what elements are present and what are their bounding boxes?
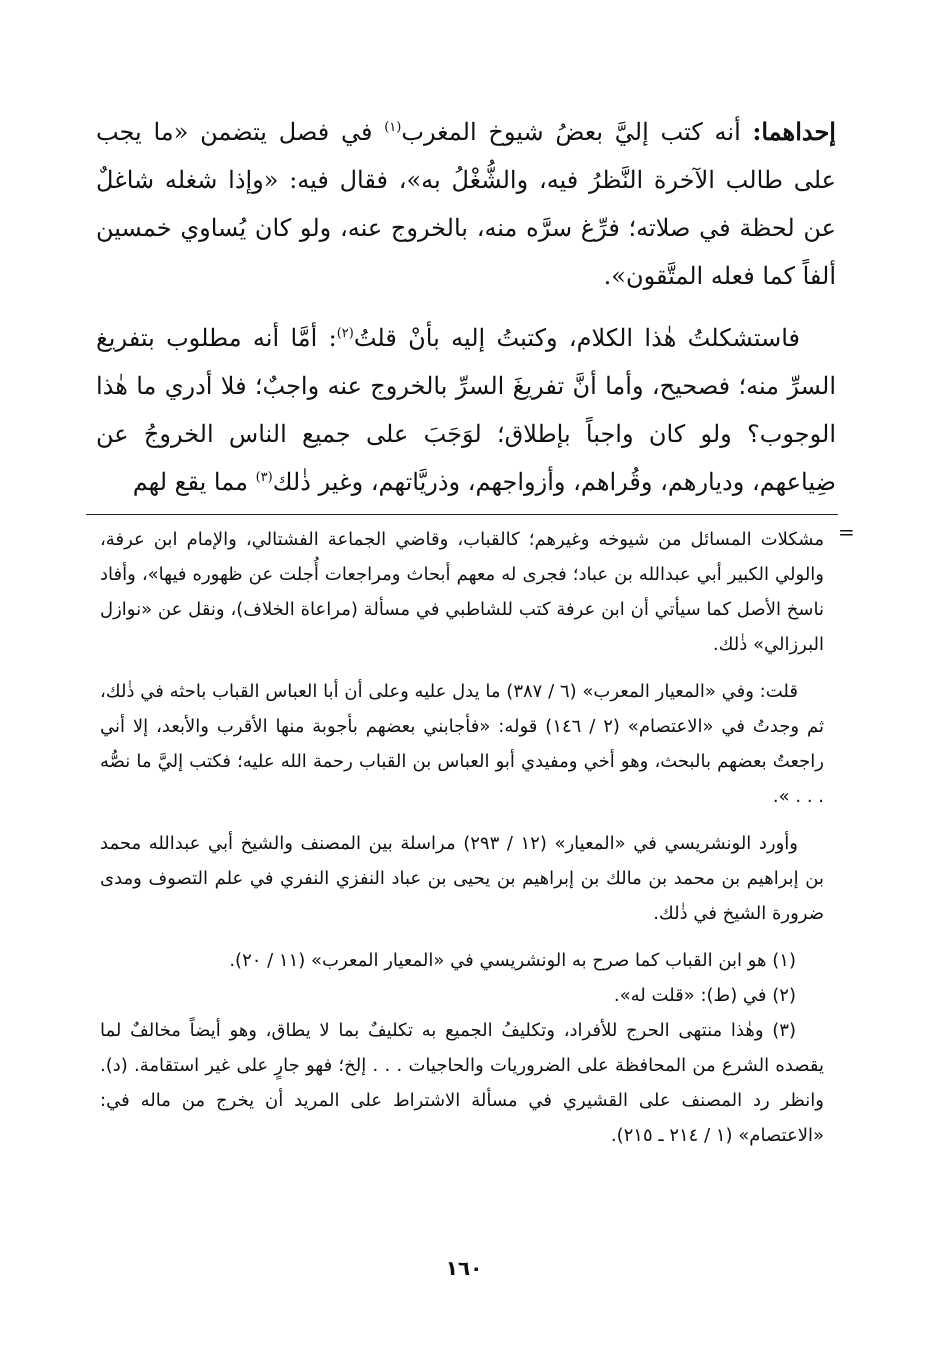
- footnote-continuation: مشكلات المسائل من شيوخه وغيرهم؛ كالقباب، وقاضي الجماعة الفشتالي، والإمام ابن عرفة، والولي الكبير أبي عبدالله بن عباد؛ فجرى له معهم أبحاث ومراجعات أُجلت عن ظهوره فيها»، وأفاد ناسخ الأصل كما سيأتي أن ابن عرفة كتب للشاطبي في مسألة (مراعاة الخلاف)، ونقل عن «نوازل البرزالي» ذٰلك.: [100, 529, 824, 655]
- paragraph-2: [96, 314, 836, 506]
- footnote-ref-1: (١): [384, 120, 402, 135]
- footnote-qult-paragraph: قلت: وفي «المعيار المعرب» (٦ / ٣٨٧) ما يدل عليه وعلى أن أبا العباس القباب باحثه في ذٰلك، ثم وجدتُ في «الاعتصام» (٢ / ١٤٦) قوله: «فأجابني بعضهم بأجوبة منها الأقرب والأبعد، إلا أني راجعتُ بعضهم بالبحث، وهو أخي ومفيدي أبو العباس بن القباب رحمة الله عليه؛ فكتب إليَّ ما نصُّه . . . ».: [100, 681, 825, 807]
- footnote-1: (١) هو ابن القباب كما صرح به الونشريسي في «المعيار المعرب» (١١ / ٢٠).: [229, 950, 796, 971]
- footnote-ref-2: (٢): [336, 326, 354, 341]
- footnote-separator: [86, 514, 838, 515]
- paragraph-1-text-a: أنه كتب إليَّ بعضُ شيوخ المغرب: [401, 118, 753, 146]
- paragraph-1-text-b: في فصل يتضمن «ما يجب على طالب الآخرة النَّظرُ فيه، والشُّغْلُ به»، فقال فيه: «وإذا شغله شاغلٌ عن لحظة في صلاته؛ فرِّغ سرَّه منه، بالخروج عنه، ولو كان يُساوي خمسين ألفاً كما فعله المتَّقون».: [96, 118, 836, 290]
- footnotes: [100, 522, 824, 1153]
- footnote-3: (٣) وهٰذا منتهى الحرج للأفراد، وتكليفُ الجميع به تكليفٌ بما لا يطاق، وهو أيضاً مخالفٌ لما يقصده الشرع من المحافظة على الضروريات والحاجيات . . . إلخ؛ فهو جارٍ على غير استقامة. (د). وانظر رد المصنف على القشيري في مسألة الاشتراط على المريد أن يخرج من ماله في: «الاعتصام» (١ / ٢١٤ ـ ٢١٥).: [100, 1020, 824, 1146]
- paragraph-1-label: إحداهما:: [752, 117, 836, 146]
- footnote-2: (٢) في (ط): «قلت له».: [613, 985, 796, 1006]
- footnote-ref-3: (٣): [255, 470, 273, 485]
- paragraph-1: [96, 108, 836, 300]
- page-number: ١٦٠: [445, 1256, 483, 1280]
- footnote-awrad-paragraph: وأورد الونشريسي في «المعيار» (١٢ / ٢٩٣) مراسلة بين المصنف والشيخ أبي عبدالله محمد بن إبراهيم بن محمد بن مالك بن إبراهيم بن يحيى بن عباد النفزي النفري في علم التصوف ومدى ضرورة الشيخ في ذٰلك.: [100, 833, 824, 924]
- paragraph-2-text-a: فاستشكلتُ هٰذا الكلام، وكتبتُ إليه بأنْ قلتُ: [353, 324, 800, 352]
- paragraph-2-text-b: : أمَّا أنه مطلوب بتفريغ السرِّ منه؛ فصحيح، وأما أنَّ تفريغَ السرِّ بالخروج عنه واجبٌ؛ فلا أدري ما هٰذا الوجوب؟ ولو كان واجباً بإطلاق؛ لوَجَبَ على جميع الناس الخروجُ عن ضِياعهم، وديارهم، وقُراهم، وأزواجهم، وذريَّاتهم، وغير ذٰلك: [96, 324, 836, 496]
- paragraph-2-text-c: مما يقع لهم: [132, 468, 256, 496]
- main-text: [96, 108, 836, 506]
- footnote-continuation-mark: =: [838, 520, 855, 544]
